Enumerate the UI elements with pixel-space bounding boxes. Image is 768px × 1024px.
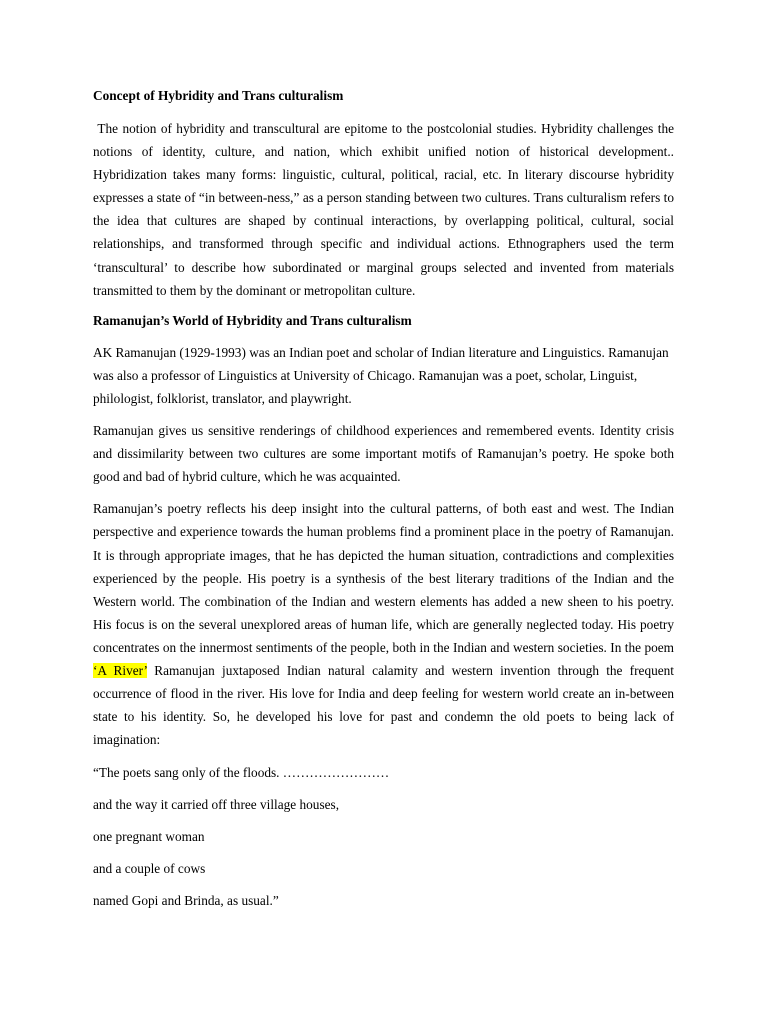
paragraph-hybridity-concept: The notion of hybridity and transcultural are epitome to the postcolonial studies. Hybridity challenges the notions of identity, culture, and nation, which exhibit unified notion of historical development.. Hybridization takes many forms: linguistic, cultural, political, racial, etc. In literary discourse hybridity expresses a state of “in between-ness,” as a person standing between two cultures. Trans culturalism refers to the idea that cultures are shaped by continual interactions, by overlapping political, cultural, social relationships, and transformed through specific and individual actions. Ethnographers used the term ‘transcultural’ to describe how subordinated or marginal groups selected and invented from materials transmitted to them by the dominant or metropolitan culture. [93, 121, 678, 298]
poem-line: “The poets sang only of the floods. …………………… [93, 765, 390, 781]
document-page [93, 86, 678, 911]
section-heading-ramanujan: Ramanujan’s World of Hybridity and Trans culturalism [93, 312, 412, 328]
poem-line: one pregnant woman [93, 829, 205, 845]
highlighted-poem-title: ‘A River’ [93, 662, 147, 678]
section-heading-hybridity: Concept of Hybridity and Trans culturalism [93, 88, 344, 103]
poem-line: and the way it carried off three village houses, [93, 797, 340, 813]
paragraph-ramanujan-renderings: Ramanujan gives us sensitive renderings of childhood experiences and remembered events. Identity crisis and dissimilarity between two cultures are some important motifs of Ramanujan’s poetry. He spoke both good and bad of hybrid culture, which he was acquainted. [93, 423, 674, 485]
poem-line: and a couple of cows [93, 861, 206, 877]
paragraph-ramanujan-bio: AK Ramanujan (1929-1993) was an Indian poet and scholar of Indian literature and Linguistics. Ramanujan was also a professor of Linguistics at University of Chicago. Ramanujan was a poet, scholar, Linguist, philologist, folklorist, translator, and playwright. [93, 344, 669, 406]
paragraph-text-before: Ramanujan’s poetry reflects his deep insight into the cultural patterns, of both east and west. The Indian perspective and experience towards the human problems find a prominent place in the poetry of Ramanujan. It is through appropriate images, that he has depicted the human situation, contradictions and complexities experienced by the people. His poetry is a synthesis of the best literary traditions of the Indian and the Western world. The combination of the Indian and western elements has added a new sheen to his poetry. His focus is on the several unexplored areas of human life, which are generally neglected today. His poetry concentrates on the innermost sentiments of the people, both in the Indian and western societies. In the poem [93, 501, 674, 655]
poem-line: named Gopi and Brinda, as usual.” [93, 893, 279, 909]
paragraph-text-after: Ramanujan juxtaposed Indian natural calamity and western invention through the frequent occurrence of flood in the river. His love for India and deep feeling for western world create an in-between state to his identity. So, he developed his love for past and condemn the old poets to being lack of imagination: [93, 662, 674, 748]
paragraph-ramanujan-poetry [93, 497, 674, 751]
poem-quote [93, 763, 674, 911]
